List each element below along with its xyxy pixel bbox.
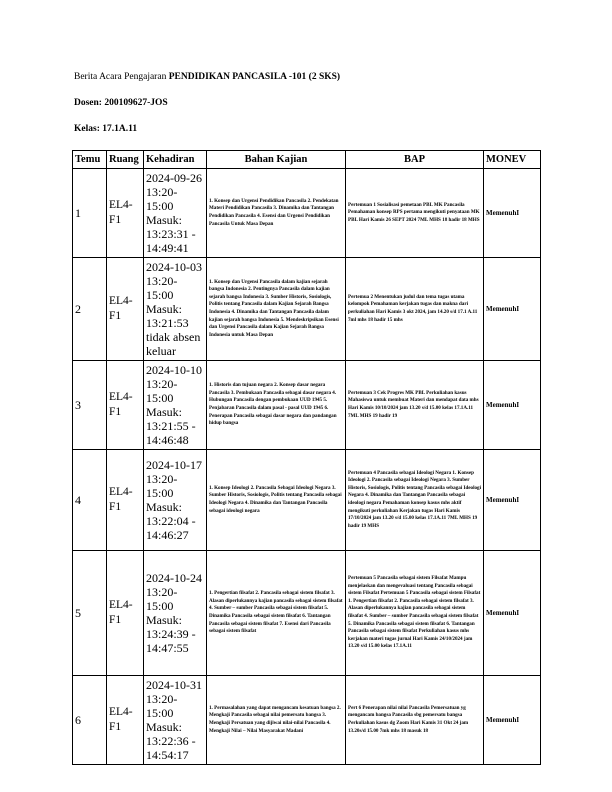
cell-temu: 3: [73, 361, 107, 450]
cell-bap: Pert 6 Penerapan nilai nilai Pancasila Pemersatuan yg mengancam bangsa Pancasila sbg pemersatu bangsa Perkuliahan kasus dg Zoom Hari Kamis 31 Okt 24 jam 13.20s/d 15.00 7mk mhs 18 masuk 18: [346, 676, 484, 765]
table-row: [73, 676, 541, 765]
header-monev: MONEV: [484, 151, 541, 169]
table-row: [73, 551, 541, 676]
cell-bap: Pertemuan 3 Cek Progres MK PBL Perkuliahan kasus Mahasiswa untuk membuat Materi dan mendapat data mhs Hari Kamis 10/10/2024 jam 13.20 s/d 15.00 kelas 17.1A.11 7ML MHS 19 hadir 19: [346, 361, 484, 450]
cell-temu: 4: [73, 450, 107, 551]
cell-bahan-kajian: 1. Konsep dan Urgensi Pendidikan Pancasila 2. Pendekatan Materi Pendidikan Pancasila 3. Dinamika dan Tantangan Pendidikan Pancasila 4. Esensi dan Urgensi Pendidikan Pancasila Untuk Masa Depan: [207, 169, 346, 258]
cell-monev: MemenuhI: [484, 676, 541, 765]
table-row: [73, 361, 541, 450]
cell-bahan-kajian: 1. Konsep Ideologi 2. Pancasila Sebagai Ideologi Negara 3. Sumber Historis, Sosiologis, Politis tentang Pancasila sebagai Ideologi Negara 4. Dinamika dan Tantangan Pancasila sebagai ideologi negara: [207, 450, 346, 551]
header-ruang: Ruang: [107, 151, 144, 169]
course-name: PENDIDIKAN PANCASILA -101 (2 SKS): [168, 72, 341, 82]
header-bahan-kajian: Bahan Kajian: [207, 151, 346, 169]
attendance-table: [72, 150, 541, 765]
course-title-line: [74, 72, 340, 82]
table-row: [73, 258, 541, 361]
cell-ruang: EL4-F1: [107, 676, 144, 765]
cell-ruang: EL4-F1: [107, 361, 144, 450]
cell-monev: MemenuhI: [484, 169, 541, 258]
header-temu: Temu: [73, 151, 107, 169]
course-prefix: Berita Acara Pengajaran: [74, 72, 167, 82]
cell-bahan-kajian: 1. Permasalahan yang dapat mengancam kesatuan bangsa 2. Mengkaji Pancasila sebagai nilai pemersatu bangsa 3. Mengkaji Persatuan yang dijiwai nilai-nilai Pancasila 4. Mengkaji Nilai – Nilai Masyarakat Madani: [207, 676, 346, 765]
table-row: [73, 169, 541, 258]
cell-kehadiran: 2024-10-24 13:20-15:00 Masuk: 13:24:39 - 14:47:55: [144, 551, 207, 676]
cell-monev: MemenuhI: [484, 450, 541, 551]
cell-ruang: EL4-F1: [107, 258, 144, 361]
cell-ruang: EL4-F1: [107, 551, 144, 676]
header-kehadiran: Kehadiran: [144, 151, 207, 169]
cell-bap: Pertemuan 5 Pancasila sebagai sistem Filsafat Mampu menjelaskan dan mengevaluasi tentang Pancasila sebagai sistem Filsafat Pertemuan 5 Pancasila sebagai sistem Filsafat 1. Pengertian filsafat 2. Pancasila sebagai sistem filsafat 3. Alasan diperlukannya kajian pancasila sebagai sistem filsafat 4. Sumber – sumber Pancasila sebagai sistem filsafat 5. Dinamika Pancasila sebagai sistem filsafat 6. Tantangan Pancasila sebagai sistem filsafat Perkuliahan kasus mhs kerjakan materi tugas jurnal Hari Kamis 24/10/2024 jam 13.20 s/d 15.00 kelas 17.1A.11: [346, 551, 484, 676]
table-row: [73, 450, 541, 551]
cell-bahan-kajian: 1. Historis dan tujuan negara 2. Konsep dasar negara Pancasila 3. Pembukaan Pancasila sebagai dasar negara 4. Hubungan Pancasila dengan pembukaan UUD 1945 5. Penjabaran Pancasila dalam pasal - pasal UUD 1945 6. Penerapan Pancasila sebagai dasar negara dan pandangan hidup bangsa: [207, 361, 346, 450]
cell-monev: MemenuhI: [484, 361, 541, 450]
cell-temu: 1: [73, 169, 107, 258]
cell-temu: 2: [73, 258, 107, 361]
cell-bahan-kajian: 1. Konsep dan Urgensi Pancasila dalam kajian sejarah bangsa Indonesia 2. Pentingnya Pancasila dalam kajian sejarah bangsa Indonesia 3. Sumber Historis, Sosiologis, Politis tentang Pancasila dalam Kajian Sejarah Bangsa Indonesia 4. Dinamika dan Tantangan Pancasila dalam kajian sejarah bangsa Indonesia 5. Mendeskripsikan Esensi dan Urgensi Pancasila dalam Kajian Sejarah Bangsa Indonesia untuk Masa Depan: [207, 258, 346, 361]
cell-bap: Pertemuan 1 Sosialisasi pemetaan PBL MK Pancasila Pemahaman konsep RPS pertama mengikuti penyataan MK PBL Hari Kamis 26 SEPT 2024 7ML MHS 18 hadir 18 MHS: [346, 169, 484, 258]
cell-ruang: EL4-F1: [107, 450, 144, 551]
table-header-row: [73, 151, 541, 169]
cell-bahan-kajian: 1. Pengertian filsafat 2. Pancasila sebagai sistem filsafat 3. Alasan diperlukannya kajian pancasila sebagai sistem filsafat 4. Sumber – sumber Pancasila sebagai sistem filsafat 5. Dinamika Pancasila sebagai sistem filsafat 6. Tantangan Pancasila sebagai sistem filsafat 7. Esensi dari Pancasila sebagai sistem filsafat: [207, 551, 346, 676]
class-line: Kelas: 17.1A.11: [74, 124, 138, 134]
cell-kehadiran: 2024-09-26 13:20-15:00 Masuk: 13:23:31 - 14:49:41: [144, 169, 207, 258]
cell-kehadiran: 2024-10-10 13:20-15:00 Masuk: 13:21:55 - 14:46:48: [144, 361, 207, 450]
cell-monev: MemenuhI: [484, 258, 541, 361]
header-bap: BAP: [346, 151, 484, 169]
cell-temu: 6: [73, 676, 107, 765]
cell-bap: Pertemuan 4 Pancasila sebagai Ideologi Negara 1. Konsep Ideologi 2. Pancasila sebagai Ideologi Negara 3. Sumber Historis, Sosiologis, Politis tentang Pancasila sebagai Ideologi Negara 4. Dinamika dan Tantangan Pancasila sebagai ideologi negara Pemahaman konsep kasus mhs aktif mengikuti perkuliahan Kerjakan tugas Hari Kamis 17/10/2024 jam 13.20 s/d 15.00 kelas 17.1A.11 7ML MHS 19 hadir 19 MHS: [346, 450, 484, 551]
lecturer-line: Dosen: 200109627-JOS: [74, 98, 168, 108]
cell-bap: Pertemua 2 Menentukan judul dan tema tugas utama kelompok Pemahaman kerjakan tugas dan makna dari perkuliahan Hari Kamis 3 okt 2024, jam 14.20 s/d 17.1 A.11 7ml mhs 18 hadir 15 mhs: [346, 258, 484, 361]
cell-kehadiran: 2024-10-31 13:20-15:00 Masuk: 13:22:36 - 14:54:17: [144, 676, 207, 765]
cell-temu: 5: [73, 551, 107, 676]
cell-kehadiran: 2024-10-03 13:20-15:00 Masuk: 13:21:53 tidak absen keluar: [144, 258, 207, 361]
cell-monev: MemenuhI: [484, 551, 541, 676]
cell-kehadiran: 2024-10-17 13:20-15:00 Masuk: 13:22:04 - 14:46:27: [144, 450, 207, 551]
cell-ruang: EL4-F1: [107, 169, 144, 258]
